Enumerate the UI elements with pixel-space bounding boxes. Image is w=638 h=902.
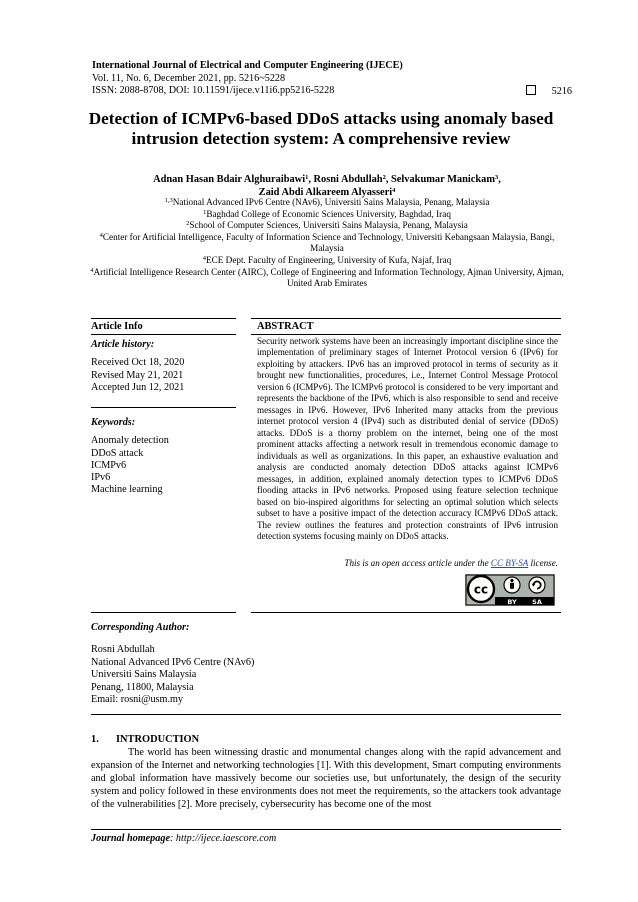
keyword: IPv6 xyxy=(91,472,111,484)
divider xyxy=(91,407,236,408)
author-sup: 2 xyxy=(382,174,386,181)
affiliation: $^{1,3}$National Advanced IPv6 Centre (NAv6), Universiti Sains Malaysia, Penang, Malaysia xyxy=(164,197,490,207)
article-history-heading: Article history: xyxy=(91,339,155,350)
corr-line: Rosni Abdullah xyxy=(91,644,155,656)
keywords-heading: Keywords: xyxy=(91,417,136,428)
corresponding-heading: Corresponding Author: xyxy=(91,622,190,633)
author-name: Rosni Abdullah xyxy=(313,174,383,185)
divider xyxy=(91,714,561,715)
author-name: Zaid Abdi Alkareem Alyasseri xyxy=(258,187,393,198)
affiliation: $^4$Center for Artificial Intelligence, Faculty of Information Science and Technology, Universiti Kebangsaan Malaysia, Bangi, Malaysia xyxy=(99,231,555,254)
divider xyxy=(251,334,561,335)
author-name: Adnan Hasan Bdair Alghuraibawi xyxy=(153,174,306,185)
journal-header xyxy=(92,60,572,98)
journal-name: International Journal of Electrical and Computer Engineering (IJECE) xyxy=(92,60,403,71)
revised-date: Revised May 21, 2021 xyxy=(91,369,184,381)
divider xyxy=(251,612,561,613)
corr-line: National Advanced IPv6 Centre (NAv6) xyxy=(91,656,255,668)
corresponding-author xyxy=(91,622,254,706)
abstract-text: Security network systems have been an increasingly important discipline since the implementation of preliminary stages of Internet Protocol version 6 (IPv6) for exploiting by attackers. IPv6 has an improved protocol in terms of security as it brought new functionalities, procedures, i.e., Internet Control Message Protocol version 6 (ICMPv6). The ICMPv6 protocol is considered to be very important and represents the backbone of the IPv6, which is also responsible to send and receive messages in IPv6. However, IPv6 Inherited many attacks from the previous internet protocol version 4 (IPv4) such as distributed denial of service (DDoS) attacks. DDoS is a thorny problem on the internet, being one of the most prominent attacks affecting a network result in tremendous economic damage to individuals as well as organizations. In this paper, an exhaustive evaluation and analysis are conducted anomaly detection DDoS attacks against ICMPv6 messages, in addition, explained anomaly detection types to ICMPv6 DDoS flooding attacks in IPv6 networks. Proposed using feature selection technique based on bio-inspired algorithms for selecting an optimal solution which selects subset to have a positive impact of the detection accuracy ICMPv6 DDoS attack. The review outlines the features and protection constraints of IPv6 intrusion detection systems focusing mainly on DDoS attacks. xyxy=(257,336,558,542)
author-sup: 4 xyxy=(392,187,396,194)
license-line: This is an open access article under the CC BY-SA license. xyxy=(344,558,558,568)
author-name: Selvakumar Manickam xyxy=(391,174,496,185)
affiliation: $^1$Baghdad College of Economic Sciences University, Baghdad, Iraq xyxy=(203,208,451,219)
corr-line: Penang, 11800, Malaysia xyxy=(91,681,194,693)
corr-email: Email: rosni@usm.my xyxy=(91,694,184,706)
author-sup: 1 xyxy=(305,174,309,181)
corr-line: Universiti Sains Malaysia xyxy=(91,669,197,681)
article-info-heading: Article Info xyxy=(91,321,143,332)
checkbox-icon xyxy=(526,85,536,95)
page-number: 5216 xyxy=(551,86,572,98)
keyword: Anomaly detection xyxy=(91,435,169,447)
divider xyxy=(91,334,236,335)
divider xyxy=(251,318,561,319)
section-heading: 1. INTRODUCTION xyxy=(91,734,200,745)
issn-doi: ISSN: 2088-8708, DOI: 10.11591/ijece.v11i6.pp5216-5228 xyxy=(92,85,335,97)
cc-sa-label: SA xyxy=(532,598,542,606)
paper-title-line-2: intrusion detection system: A comprehensive review xyxy=(131,129,511,148)
accepted-date: Accepted Jun 12, 2021 xyxy=(91,381,185,393)
received-date: Received Oct 18, 2020 xyxy=(91,357,185,369)
affiliation: $^4$ECE Dept. Faculty of Engineering, University of Kufa, Najaf, Iraq xyxy=(202,254,452,265)
keyword: DDoS attack xyxy=(91,447,144,459)
keyword: ICMPv6 xyxy=(91,459,127,471)
cc-by-sa-badge xyxy=(465,574,555,606)
introduction-text: The world has been witnessing drastic and monumental changes along with the rapid advancement and expansion of the Internet and networking technologies [1]. With this development, Smart computing environments and global information have massively become our societies use, but unfortunately, the design of the security system and policy followed in these environments does not meet the requirements, so the attackers took advantage of the vulnerabilities [2]. More precisely, cybersecurity has become one of the most xyxy=(91,747,561,811)
journal-volume: Vol. 11, No. 6, December 2021, pp. 5216~5228 xyxy=(92,72,286,84)
affiliation: $^4$Artificial Intelligence Research Center (AIRC), College of Engineering and Information Technology, Ajman University, Ajman, United Arab Emirates xyxy=(90,266,564,289)
divider xyxy=(91,318,236,319)
keyword: Machine learning xyxy=(91,484,163,496)
divider xyxy=(91,829,561,830)
paper-title-line-1: Detection of ICMPv6-based DDoS attacks using anomaly based xyxy=(88,109,554,128)
paper-title xyxy=(80,109,562,149)
svg-text:cc: cc xyxy=(473,582,489,597)
journal-homepage: Journal homepage: http://ijece.iaescore.com xyxy=(91,833,277,844)
keywords xyxy=(91,417,169,497)
affiliation: $^2$School of Computer Sciences, Universiti Sains Malaysia, Penang, Malaysia xyxy=(186,220,468,231)
author-sup: 3 xyxy=(495,174,499,181)
license-link[interactable]: CC BY-SA xyxy=(490,558,529,568)
divider xyxy=(91,612,236,613)
author-list: Adnan Hasan Bdair Alghuraibawi$^1$, Rosni Abdullah$^2$, Selvakumar Manickam$^3$, Zaid Abdi Alkareem Alyasseri$^4$ xyxy=(153,174,501,198)
affiliations xyxy=(86,197,568,290)
abstract-heading: ABSTRACT xyxy=(257,321,314,332)
cc-by-label: BY xyxy=(507,598,517,606)
article-history xyxy=(91,339,184,394)
